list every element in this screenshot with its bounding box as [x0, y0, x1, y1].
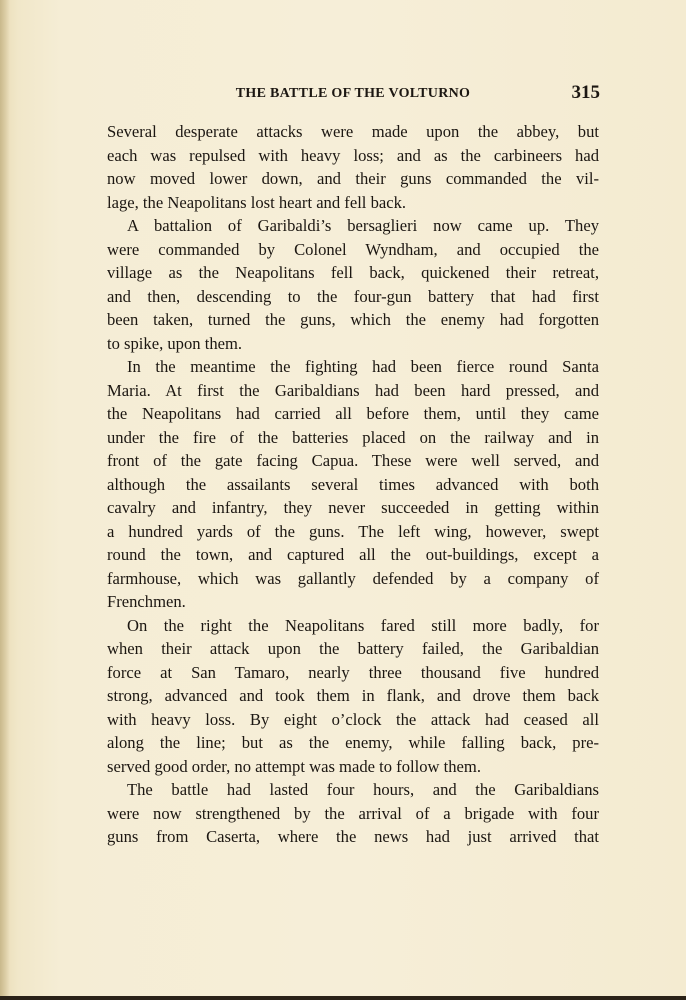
text-line: although the assailants several times advanced with both — [107, 474, 599, 494]
text-line: round the town, and captured all the out-buildings, except a — [107, 545, 599, 564]
text-line: the Neapolitans had carried all before them, until they came — [107, 404, 599, 423]
page-number: 315 — [571, 82, 600, 103]
text-line: strong, advanced and took them in flank, and drove them back — [107, 686, 599, 705]
text-line: been taken, turned the guns, which the enemy had forgotten — [107, 310, 599, 329]
text-line: Maria. At first the Garibaldians had been hard pressed, and — [107, 380, 599, 400]
text-line: cavalry and infantry, they never succeeded in getting within — [107, 498, 599, 517]
spine-shadow — [0, 0, 10, 1000]
text-line: along the line; but as the enemy, while falling back, pre- — [107, 733, 599, 752]
text-line: A battalion of Garibaldi’s bersaglieri now came up. They — [127, 216, 599, 235]
body-text — [107, 120, 599, 849]
text-line: and then, descending to the four-gun battery that had first — [107, 286, 599, 306]
text-line: farmhouse, which was gallantly defended by a company of — [107, 568, 599, 588]
text-line: with heavy loss. By eight o’clock the attack had ceased all — [107, 709, 599, 729]
text-line: under the fire of the batteries placed on the railway and in — [107, 427, 599, 447]
text-line: front of the gate facing Capua. These were well served, and — [107, 451, 599, 470]
text-line: Several desperate attacks were made upon the abbey, but — [107, 122, 599, 141]
text-line: village as the Neapolitans fell back, quickened their retreat, — [107, 263, 599, 282]
text-line: In the meantime the fighting had been fierce round Santa — [127, 357, 599, 376]
text-line: On the right the Neapolitans fared still more badly, for — [127, 615, 599, 635]
text-line: were now strengthened by the arrival of a brigade with four — [107, 803, 599, 823]
text-line: were commanded by Colonel Wyndham, and occupied the — [107, 239, 599, 259]
text-line: Frenchmen. — [107, 592, 186, 611]
text-line: a hundred yards of the guns. The left wing, however, swept — [107, 521, 599, 541]
text-line: when their attack upon the battery failed, the Garibaldian — [107, 639, 599, 658]
page-bottom-edge — [0, 996, 686, 1000]
text-line: guns from Caserta, where the news had just arrived that — [107, 827, 599, 846]
text-line: each was repulsed with heavy loss; and as the carbineers had — [107, 145, 599, 165]
text-line: lage, the Neapolitans lost heart and fell back. — [107, 192, 407, 212]
text-line: force at San Tamaro, nearly three thousand five hundred — [107, 662, 599, 682]
text-line: to spike, upon them. — [107, 333, 243, 353]
page-header — [106, 82, 600, 108]
text-line: The battle had lasted four hours, and the Garibaldians — [127, 780, 599, 799]
text-line: served good order, no attempt was made to follow them. — [107, 756, 481, 776]
running-head: THE BATTLE OF THE VOLTURNO — [235, 86, 471, 101]
text-line: now moved lower down, and their guns commanded the vil- — [107, 169, 599, 188]
